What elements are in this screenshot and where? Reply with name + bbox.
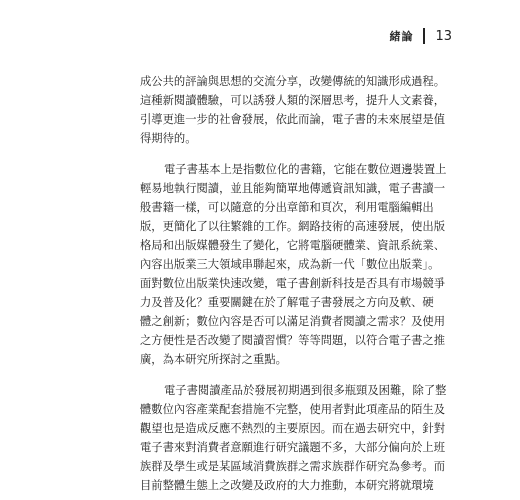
text-line: 之方便性是否改變了閱讀習慣？等等問題，以符合電子書之推: [140, 334, 446, 347]
paragraph-gap: [140, 369, 400, 381]
text-line: 族群及學生或是某區域消費族群之需求族群作研究為參考。而: [140, 460, 446, 473]
section-label: 緒論: [389, 30, 414, 43]
text-line: 廣，為本研究所探討之重點。: [140, 353, 287, 366]
text-line: 體數位內容產業配套措施不完整，使用者對此項產品的陌生及: [140, 403, 446, 416]
text-line: 得期待的。: [140, 132, 197, 145]
running-header: [389, 28, 452, 44]
text-line: 版，更簡化了以往繁雜的工作。網路技術的高速發展，使出版: [140, 220, 446, 233]
paragraph-ebook-development: [140, 381, 447, 495]
text-line: 目前整體生態上之改變及政府的大力推動，本研究將就環境: [140, 479, 434, 492]
text-line: 觀望也是造成反應不熱烈的主要原因。而在過去研究中，針對: [140, 422, 446, 435]
body-text: [140, 72, 447, 495]
text-line: 面對數位出版業快速改變，電子書創新科技是否具有市場競爭: [140, 277, 446, 290]
text-line: 電子書閱讀產品於發展初期遇到很多瓶頸及困難，除了整: [164, 384, 447, 397]
paragraph-gap: [140, 148, 400, 160]
text-line: 成公共的評論與思想的交流分享，改變傳統的知識形成過程。: [140, 75, 446, 88]
header-divider: [423, 28, 425, 44]
paragraph-ebook-definition: [140, 160, 447, 369]
text-line: 力及普及化？重要關鍵在於了解電子書發展之方向及軟、硬: [140, 296, 434, 309]
page-number: 13: [435, 28, 452, 44]
text-line: 引導更進一步的社會發展，依此而論，電子書的未來展望是值: [140, 113, 446, 126]
text-line: 電子書來對消費者意願進行研究議題不多，大部分偏向於上班: [140, 441, 446, 454]
text-line: 輕易地執行閱讀，並且能夠簡單地傳遞資訊知識，電子書讀一: [140, 182, 446, 195]
text-line: 體之創新；數位內容是否可以滿足消費者閱讀之需求？及使用: [140, 315, 446, 328]
text-line: 格局和出版媒體發生了變化，它將電腦硬體業、資訊系統業、: [140, 239, 446, 252]
paragraph-continuation: [140, 72, 446, 148]
text-line: 般書籍一樣，可以隨意的分出章節和頁次，利用電腦編輯出: [140, 201, 434, 214]
text-line: 內容出版業三大領域串聯起來，成為新一代「數位出版業」。: [140, 258, 440, 271]
text-line: 這種新閱讀體驗，可以誘發人類的深層思考，提升人文素養，: [140, 94, 446, 107]
text-line: 電子書基本上是指數位化的書籍，它能在數位週邊裝置上: [164, 163, 447, 176]
